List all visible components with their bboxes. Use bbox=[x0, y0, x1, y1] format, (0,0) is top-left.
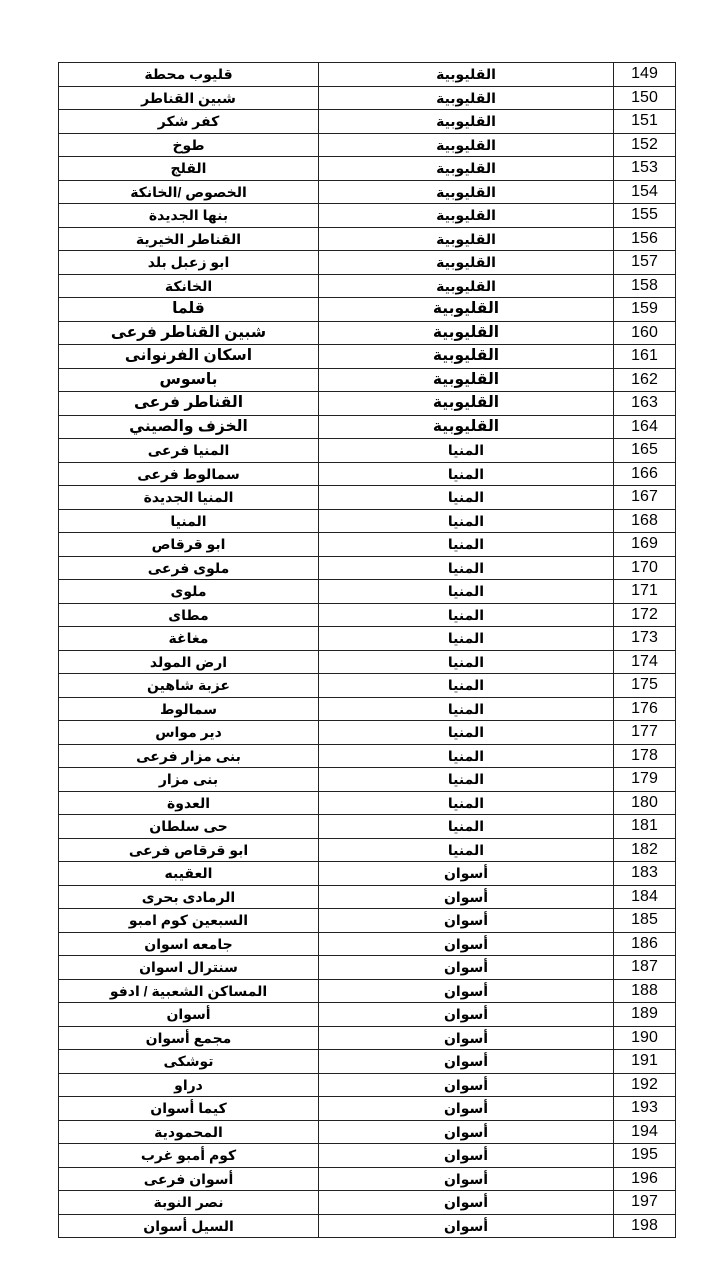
governorate-cell: القليوبية bbox=[319, 63, 614, 87]
row-number-cell: 178 bbox=[614, 744, 676, 768]
row-number-cell: 197 bbox=[614, 1191, 676, 1215]
office-name-cell: سمالوط فرعى bbox=[59, 462, 319, 486]
office-name-cell: بنى مزار bbox=[59, 768, 319, 792]
table-row bbox=[59, 650, 676, 674]
office-name-cell: قلما bbox=[59, 298, 319, 322]
table-row bbox=[59, 368, 676, 392]
governorate-cell: أسوان bbox=[319, 1026, 614, 1050]
table-row bbox=[59, 1026, 676, 1050]
governorate-cell: القليوبية bbox=[319, 204, 614, 228]
governorate-cell: المنيا bbox=[319, 439, 614, 463]
table-row bbox=[59, 63, 676, 87]
office-name-cell: سمالوط bbox=[59, 697, 319, 721]
governorate-cell: أسوان bbox=[319, 979, 614, 1003]
row-number-cell: 156 bbox=[614, 227, 676, 251]
office-name-cell: الرمادى بحرى bbox=[59, 885, 319, 909]
row-number-cell: 196 bbox=[614, 1167, 676, 1191]
table-row bbox=[59, 1214, 676, 1238]
table-row bbox=[59, 979, 676, 1003]
table-row bbox=[59, 697, 676, 721]
office-name-cell: شبين القناطر فرعى bbox=[59, 321, 319, 345]
row-number-cell: 149 bbox=[614, 63, 676, 87]
row-number-cell: 192 bbox=[614, 1073, 676, 1097]
office-name-cell: دراو bbox=[59, 1073, 319, 1097]
row-number-cell: 177 bbox=[614, 721, 676, 745]
governorate-cell: القليوبية bbox=[319, 180, 614, 204]
governorate-cell: القليوبية bbox=[319, 86, 614, 110]
governorate-cell: القليوبية bbox=[319, 133, 614, 157]
office-name-cell: المحمودية bbox=[59, 1120, 319, 1144]
office-name-cell: باسوس bbox=[59, 368, 319, 392]
row-number-cell: 194 bbox=[614, 1120, 676, 1144]
table-row bbox=[59, 439, 676, 463]
table-row bbox=[59, 1003, 676, 1027]
governorate-cell: المنيا bbox=[319, 627, 614, 651]
governorate-cell: أسوان bbox=[319, 1120, 614, 1144]
office-name-cell: السيل أسوان bbox=[59, 1214, 319, 1238]
governorate-cell: المنيا bbox=[319, 650, 614, 674]
governorate-cell: المنيا bbox=[319, 791, 614, 815]
table-row bbox=[59, 227, 676, 251]
governorate-cell: المنيا bbox=[319, 838, 614, 862]
governorate-cell: المنيا bbox=[319, 721, 614, 745]
row-number-cell: 180 bbox=[614, 791, 676, 815]
office-name-cell: طوخ bbox=[59, 133, 319, 157]
row-number-cell: 189 bbox=[614, 1003, 676, 1027]
office-name-cell: بنى مزار فرعى bbox=[59, 744, 319, 768]
table-row bbox=[59, 791, 676, 815]
row-number-cell: 170 bbox=[614, 556, 676, 580]
row-number-cell: 158 bbox=[614, 274, 676, 298]
governorate-cell: القليوبية bbox=[319, 157, 614, 181]
table-row bbox=[59, 345, 676, 369]
table-row bbox=[59, 274, 676, 298]
row-number-cell: 155 bbox=[614, 204, 676, 228]
governorate-cell: المنيا bbox=[319, 509, 614, 533]
office-name-cell: المنيا الجديدة bbox=[59, 486, 319, 510]
governorate-cell: أسوان bbox=[319, 1214, 614, 1238]
table-row bbox=[59, 486, 676, 510]
table-row bbox=[59, 1050, 676, 1074]
table-row bbox=[59, 627, 676, 651]
table-row bbox=[59, 768, 676, 792]
governorate-cell: أسوان bbox=[319, 932, 614, 956]
row-number-cell: 162 bbox=[614, 368, 676, 392]
row-number-cell: 165 bbox=[614, 439, 676, 463]
row-number-cell: 190 bbox=[614, 1026, 676, 1050]
office-name-cell: المنيا bbox=[59, 509, 319, 533]
governorate-cell: القليوبية bbox=[319, 227, 614, 251]
office-name-cell: حى سلطان bbox=[59, 815, 319, 839]
table-row bbox=[59, 556, 676, 580]
row-number-cell: 187 bbox=[614, 956, 676, 980]
table-row bbox=[59, 321, 676, 345]
table-row bbox=[59, 1120, 676, 1144]
governorate-cell: القليوبية bbox=[319, 392, 614, 416]
office-name-cell: القناطر الخيرية bbox=[59, 227, 319, 251]
governorate-cell: أسوان bbox=[319, 1097, 614, 1121]
office-name-cell: ملوى فرعى bbox=[59, 556, 319, 580]
governorate-cell: أسوان bbox=[319, 1167, 614, 1191]
governorate-cell: القليوبية bbox=[319, 110, 614, 134]
table-row bbox=[59, 133, 676, 157]
governorate-cell: أسوان bbox=[319, 909, 614, 933]
table-row bbox=[59, 204, 676, 228]
table-row bbox=[59, 462, 676, 486]
governorate-cell: أسوان bbox=[319, 1191, 614, 1215]
table-row bbox=[59, 533, 676, 557]
row-number-cell: 191 bbox=[614, 1050, 676, 1074]
governorate-cell: أسوان bbox=[319, 862, 614, 886]
governorate-cell: أسوان bbox=[319, 1073, 614, 1097]
office-name-cell: الخزف والصيني bbox=[59, 415, 319, 439]
row-number-cell: 154 bbox=[614, 180, 676, 204]
office-name-cell: المساكن الشعبية / ادفو bbox=[59, 979, 319, 1003]
governorate-cell: المنيا bbox=[319, 697, 614, 721]
row-number-cell: 174 bbox=[614, 650, 676, 674]
office-name-cell: جامعه اسوان bbox=[59, 932, 319, 956]
table-row bbox=[59, 157, 676, 181]
governorate-cell: أسوان bbox=[319, 1003, 614, 1027]
governorate-cell: القليوبية bbox=[319, 298, 614, 322]
table-row bbox=[59, 603, 676, 627]
office-name-cell: قليوب محطة bbox=[59, 63, 319, 87]
row-number-cell: 175 bbox=[614, 674, 676, 698]
office-name-cell: دير مواس bbox=[59, 721, 319, 745]
table-row bbox=[59, 815, 676, 839]
office-name-cell: القلج bbox=[59, 157, 319, 181]
table-row bbox=[59, 86, 676, 110]
table-row bbox=[59, 110, 676, 134]
table-row bbox=[59, 862, 676, 886]
table-row bbox=[59, 1097, 676, 1121]
row-number-cell: 179 bbox=[614, 768, 676, 792]
table-row bbox=[59, 956, 676, 980]
governorate-cell: القليوبية bbox=[319, 274, 614, 298]
row-number-cell: 176 bbox=[614, 697, 676, 721]
table-row bbox=[59, 509, 676, 533]
governorate-cell: المنيا bbox=[319, 462, 614, 486]
row-number-cell: 166 bbox=[614, 462, 676, 486]
table-row bbox=[59, 1073, 676, 1097]
row-number-cell: 153 bbox=[614, 157, 676, 181]
governorate-cell: المنيا bbox=[319, 556, 614, 580]
office-name-cell: العقيبه bbox=[59, 862, 319, 886]
row-number-cell: 164 bbox=[614, 415, 676, 439]
row-number-cell: 173 bbox=[614, 627, 676, 651]
row-number-cell: 157 bbox=[614, 251, 676, 275]
governorate-cell: أسوان bbox=[319, 1144, 614, 1168]
office-name-cell: نصر النوبة bbox=[59, 1191, 319, 1215]
office-name-cell: كوم أمبو غرب bbox=[59, 1144, 319, 1168]
table-row bbox=[59, 180, 676, 204]
governorate-cell: المنيا bbox=[319, 603, 614, 627]
table-row bbox=[59, 415, 676, 439]
table-row bbox=[59, 1191, 676, 1215]
post-offices-table bbox=[58, 62, 676, 1238]
office-name-cell: أسوان فرعى bbox=[59, 1167, 319, 1191]
table-row bbox=[59, 909, 676, 933]
row-number-cell: 168 bbox=[614, 509, 676, 533]
governorate-cell: المنيا bbox=[319, 744, 614, 768]
office-name-cell: بنها الجديدة bbox=[59, 204, 319, 228]
governorate-cell: القليوبية bbox=[319, 345, 614, 369]
office-name-cell: القناطر فرعى bbox=[59, 392, 319, 416]
office-name-cell: الخانكة bbox=[59, 274, 319, 298]
office-name-cell: كيما أسوان bbox=[59, 1097, 319, 1121]
governorate-cell: القليوبية bbox=[319, 415, 614, 439]
row-number-cell: 183 bbox=[614, 862, 676, 886]
governorate-cell: القليوبية bbox=[319, 321, 614, 345]
row-number-cell: 188 bbox=[614, 979, 676, 1003]
office-name-cell: كفر شكر bbox=[59, 110, 319, 134]
table-row bbox=[59, 392, 676, 416]
office-name-cell: توشكى bbox=[59, 1050, 319, 1074]
table-row bbox=[59, 885, 676, 909]
office-name-cell: شبين القناطر bbox=[59, 86, 319, 110]
row-number-cell: 184 bbox=[614, 885, 676, 909]
office-name-cell: ابو زعبل بلد bbox=[59, 251, 319, 275]
row-number-cell: 193 bbox=[614, 1097, 676, 1121]
office-name-cell: الخصوص /الخانكة bbox=[59, 180, 319, 204]
row-number-cell: 182 bbox=[614, 838, 676, 862]
office-name-cell: أسوان bbox=[59, 1003, 319, 1027]
governorate-cell: المنيا bbox=[319, 533, 614, 557]
table-row bbox=[59, 1144, 676, 1168]
office-name-cell: ملوى bbox=[59, 580, 319, 604]
table-row bbox=[59, 1167, 676, 1191]
office-name-cell: العدوة bbox=[59, 791, 319, 815]
governorate-cell: القليوبية bbox=[319, 368, 614, 392]
table-row bbox=[59, 932, 676, 956]
row-number-cell: 169 bbox=[614, 533, 676, 557]
governorate-cell: المنيا bbox=[319, 768, 614, 792]
row-number-cell: 163 bbox=[614, 392, 676, 416]
row-number-cell: 198 bbox=[614, 1214, 676, 1238]
office-name-cell: مطاى bbox=[59, 603, 319, 627]
row-number-cell: 186 bbox=[614, 932, 676, 956]
row-number-cell: 161 bbox=[614, 345, 676, 369]
office-name-cell: المنيا فرعى bbox=[59, 439, 319, 463]
row-number-cell: 172 bbox=[614, 603, 676, 627]
office-name-cell: ابو قرقاص bbox=[59, 533, 319, 557]
governorate-cell: المنيا bbox=[319, 674, 614, 698]
governorate-cell: المنيا bbox=[319, 815, 614, 839]
office-name-cell: ابو قرقاص فرعى bbox=[59, 838, 319, 862]
office-name-cell: مجمع أسوان bbox=[59, 1026, 319, 1050]
row-number-cell: 167 bbox=[614, 486, 676, 510]
row-number-cell: 195 bbox=[614, 1144, 676, 1168]
row-number-cell: 151 bbox=[614, 110, 676, 134]
office-name-cell: مغاغة bbox=[59, 627, 319, 651]
governorate-cell: أسوان bbox=[319, 1050, 614, 1074]
governorate-cell: أسوان bbox=[319, 956, 614, 980]
table-row bbox=[59, 674, 676, 698]
row-number-cell: 150 bbox=[614, 86, 676, 110]
office-name-cell: سنترال اسوان bbox=[59, 956, 319, 980]
table-row bbox=[59, 721, 676, 745]
office-name-cell: السبعين كوم امبو bbox=[59, 909, 319, 933]
governorate-cell: أسوان bbox=[319, 885, 614, 909]
row-number-cell: 152 bbox=[614, 133, 676, 157]
table-row bbox=[59, 838, 676, 862]
table-row bbox=[59, 298, 676, 322]
governorate-cell: المنيا bbox=[319, 580, 614, 604]
table-row bbox=[59, 251, 676, 275]
office-name-cell: عزبة شاهين bbox=[59, 674, 319, 698]
row-number-cell: 181 bbox=[614, 815, 676, 839]
table-body bbox=[59, 63, 676, 1238]
row-number-cell: 185 bbox=[614, 909, 676, 933]
governorate-cell: المنيا bbox=[319, 486, 614, 510]
governorate-cell: القليوبية bbox=[319, 251, 614, 275]
row-number-cell: 160 bbox=[614, 321, 676, 345]
row-number-cell: 171 bbox=[614, 580, 676, 604]
table-row bbox=[59, 580, 676, 604]
office-name-cell: ارض المولد bbox=[59, 650, 319, 674]
row-number-cell: 159 bbox=[614, 298, 676, 322]
table-row bbox=[59, 744, 676, 768]
office-name-cell: اسكان الفرنوانى bbox=[59, 345, 319, 369]
